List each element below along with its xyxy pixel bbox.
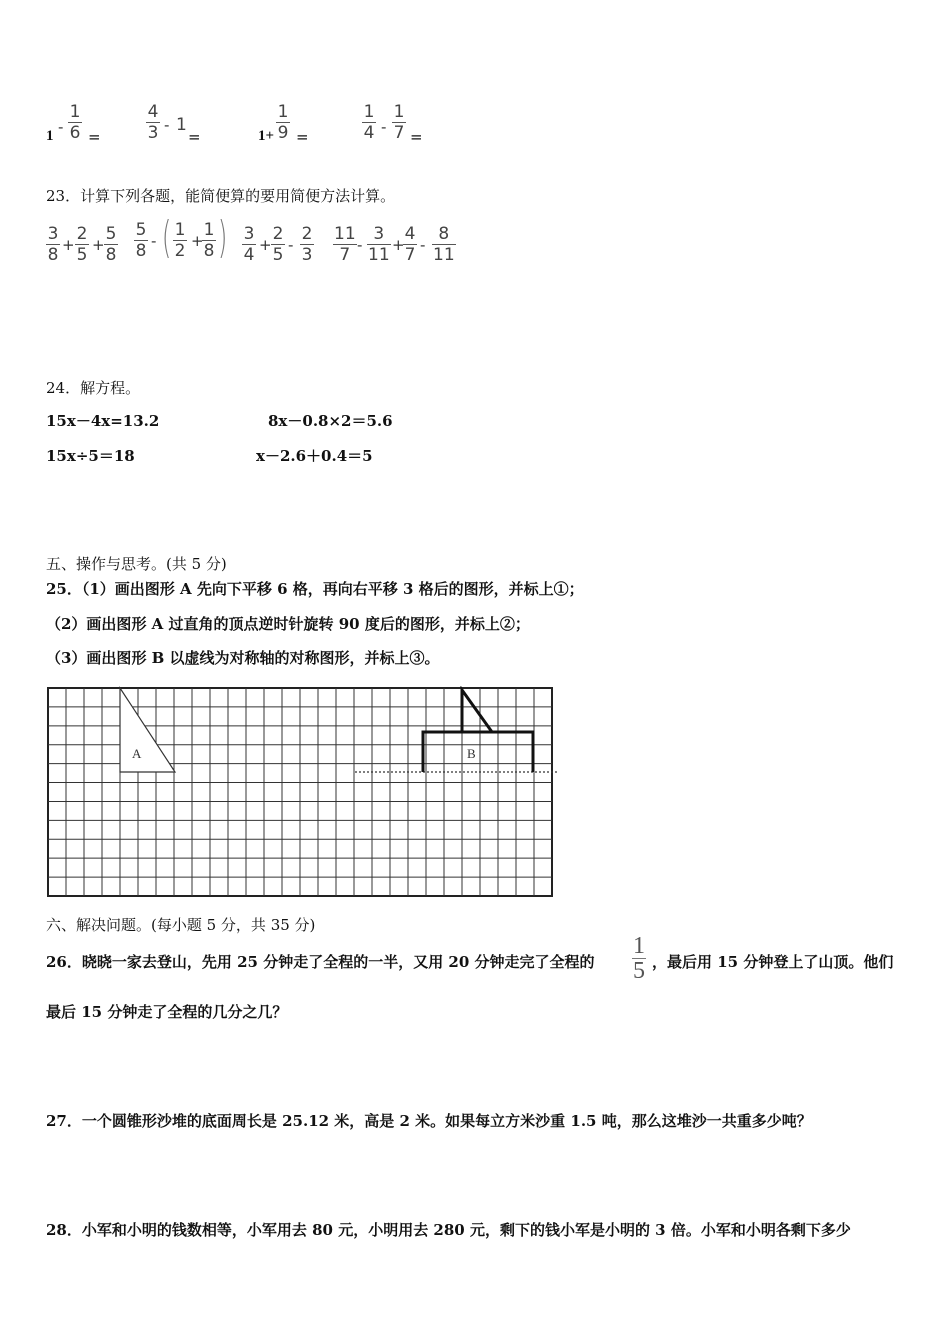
fraction: 1 2 (174, 220, 186, 261)
fraction: 2 5 (272, 224, 284, 265)
grid-figure (46, 686, 558, 900)
minus-operator: - (357, 236, 363, 254)
fraction: 2 3 (301, 224, 313, 265)
minus-operator: - (164, 116, 170, 134)
question-26-text-b: ，最后用 15 分钟登上了山顶。他们 (652, 953, 894, 971)
fraction: 11 7 (334, 224, 356, 265)
equation: 15x－4x=13.2 (46, 412, 160, 430)
equals-sign: = (410, 128, 423, 146)
fraction: 4 3 (147, 102, 159, 143)
question-25-part-1: 25．（1）画出图形 A 先向下平移 6 格，再向右平移 3 格后的图形，并标上①； (46, 580, 584, 598)
fraction: 8 11 (433, 224, 455, 265)
minus-operator: - (381, 118, 387, 136)
plus-operator: + (92, 236, 105, 254)
fraction: 5 8 (105, 224, 117, 265)
question-26-line-2: 最后 15 分钟走了全程的几分之几？ (46, 1003, 288, 1021)
whole-number: 1 (46, 128, 54, 144)
fraction: 3 4 (243, 224, 255, 265)
question-26-line-1 (46, 952, 595, 972)
question-25-part-3: （3）画出图形 B 以虚线为对称轴的对称图形，并标上③。 (46, 649, 440, 667)
fraction: 2 5 (76, 224, 88, 265)
fraction-one-fifth: 1 5 (633, 933, 645, 984)
fraction: 1 9 (277, 102, 289, 143)
fraction: 1 7 (393, 102, 405, 143)
shape-b-label: B (467, 746, 476, 761)
right-paren: ) (217, 212, 228, 263)
section-6-title: 六、解决问题。(每小题 5 分，共 35 分) (46, 916, 316, 934)
shape-a-label: A (132, 746, 142, 761)
fraction: 5 8 (135, 220, 147, 261)
fraction: 4 7 (404, 224, 416, 265)
whole-number: 1 (176, 115, 187, 135)
question-25-part-2: （2）画出图形 A 过直角的顶点逆时针旋转 90 度后的图形，并标上②； (46, 615, 530, 633)
plus-operator: + (392, 236, 405, 254)
fraction: 1 6 (69, 102, 81, 143)
equation: 15x÷5＝18 (46, 447, 135, 465)
question-27: 27．一个圆锥形沙堆的底面周长是 25.12 米，高是 2 米。如果每立方米沙重 1.5 吨，那么这堆沙一共重多少吨？ (46, 1112, 812, 1130)
section-5-title: 五、操作与思考。(共 5 分) (46, 555, 227, 573)
equals-sign: = (296, 128, 309, 146)
question-23-title: 23．计算下列各题，能简便算的要用简便方法计算。 (46, 187, 396, 205)
question-28: 28．小军和小明的钱数相等，小军用去 80 元，小明用去 280 元，剩下的钱小军是小明的 3 倍。小军和小明各剩下多少 (46, 1221, 851, 1239)
plus-operator: + (259, 236, 272, 254)
minus-operator: - (58, 118, 64, 136)
left-paren: ( (161, 212, 172, 263)
question-24-title: 24．解方程。 (46, 379, 141, 397)
fraction: 1 4 (363, 102, 375, 143)
question-26-text-a: 26．晓晓一家去登山，先用 25 分钟走了全程的一半，又用 20 分钟走完了全程的 (46, 953, 595, 971)
minus-operator: - (151, 232, 157, 250)
equation: x－2.6＋0.4＝5 (256, 447, 373, 465)
fraction: 3 8 (47, 224, 59, 265)
fraction: 3 11 (368, 224, 390, 265)
plus-operator: + (191, 232, 204, 250)
fraction: 1 8 (203, 220, 215, 261)
whole-number-plus: 1+ (258, 128, 275, 144)
plus-operator: + (62, 236, 75, 254)
minus-operator: - (420, 236, 426, 254)
equals-sign: = (88, 128, 101, 146)
minus-operator: - (288, 236, 294, 254)
equals-sign: = (188, 128, 201, 146)
equation: 8x－0.8×2＝5.6 (268, 412, 393, 430)
